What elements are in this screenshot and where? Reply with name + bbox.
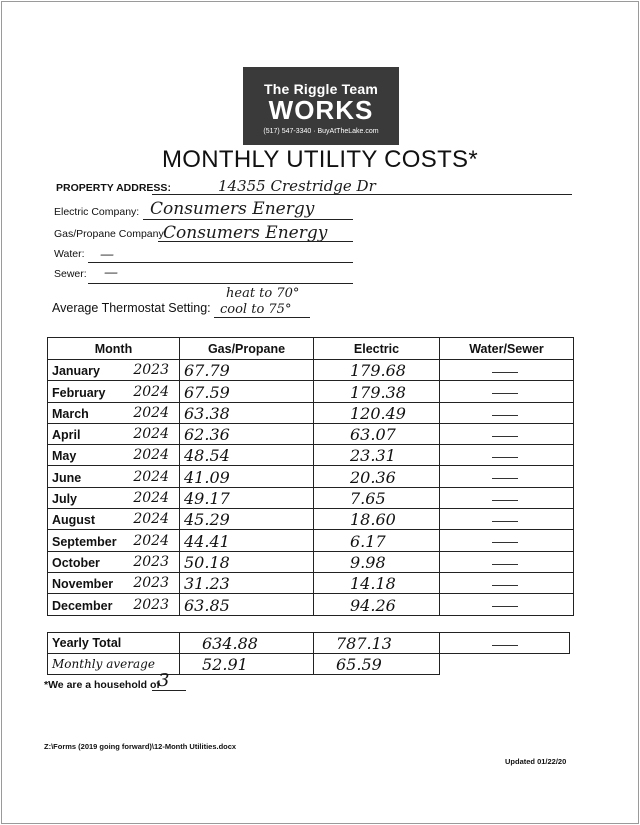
month-year: 2024 bbox=[133, 447, 169, 464]
month-year: 2023 bbox=[133, 553, 169, 570]
electric-cost-cell: 14.18 bbox=[314, 572, 440, 593]
electric-company-value: Consumers Energy bbox=[150, 199, 315, 219]
month-year: 2024 bbox=[133, 426, 169, 443]
electric-cost-cell: 6.17 bbox=[314, 530, 440, 551]
sewer-value: — bbox=[104, 265, 118, 281]
totals-table bbox=[47, 632, 570, 675]
gas-cost-cell: 49.17 bbox=[180, 487, 314, 508]
water-sewer-cell bbox=[440, 530, 574, 551]
month-cell bbox=[48, 487, 180, 508]
electric-company-label: Electric Company: bbox=[54, 206, 140, 218]
household-line bbox=[152, 690, 186, 691]
gas-cost-cell: 41.09 bbox=[180, 466, 314, 487]
gas-cost-cell: 48.54 bbox=[180, 445, 314, 466]
logo-team-name: The Riggle Team bbox=[264, 81, 378, 97]
brand-logo bbox=[243, 67, 399, 145]
table-row bbox=[48, 381, 574, 402]
month-name: April bbox=[52, 428, 81, 443]
month-name: August bbox=[52, 513, 96, 528]
gas-cost-cell: 31.23 bbox=[180, 572, 314, 593]
table-row bbox=[48, 487, 574, 508]
column-header-electric: Electric bbox=[314, 338, 440, 360]
table-row bbox=[48, 530, 574, 551]
property-address-label: PROPERTY ADDRESS: bbox=[56, 182, 171, 194]
electric-cost-cell: 179.38 bbox=[314, 381, 440, 402]
table-row bbox=[48, 572, 574, 593]
dash-mark bbox=[492, 393, 518, 394]
month-cell bbox=[48, 466, 180, 487]
month-year: 2023 bbox=[133, 596, 169, 613]
dash-mark bbox=[492, 521, 518, 522]
dash-mark bbox=[492, 478, 518, 479]
table-row bbox=[48, 402, 574, 423]
month-year: 2023 bbox=[133, 362, 169, 379]
month-year: 2024 bbox=[133, 404, 169, 421]
household-value: 3 bbox=[158, 670, 170, 691]
gas-cost-cell: 50.18 bbox=[180, 551, 314, 572]
yearly-total-row bbox=[48, 633, 570, 654]
month-year: 2023 bbox=[133, 575, 169, 592]
dash-mark bbox=[492, 415, 518, 416]
thermostat-line bbox=[214, 317, 310, 318]
water-sewer-cell bbox=[440, 551, 574, 572]
gas-cost-cell: 63.38 bbox=[180, 402, 314, 423]
yearly-total-label: Yearly Total bbox=[48, 633, 180, 654]
column-header-month: Month bbox=[48, 338, 180, 360]
page-title: MONTHLY UTILITY COSTS* bbox=[162, 146, 478, 173]
water-value: — bbox=[100, 247, 114, 263]
month-name: December bbox=[52, 598, 113, 613]
dash-mark bbox=[492, 606, 518, 607]
monthly-average-water-sewer bbox=[440, 654, 570, 675]
sewer-label: Sewer: bbox=[54, 268, 87, 280]
monthly-average-electric: 65.59 bbox=[314, 654, 440, 675]
electric-company-line bbox=[143, 219, 353, 220]
footer-file-path: Z:\Forms (2019 going forward)\12-Month Utilities.docx bbox=[44, 742, 237, 751]
electric-cost-cell: 63.07 bbox=[314, 423, 440, 444]
column-header-gas: Gas/Propane bbox=[180, 338, 314, 360]
yearly-total-electric: 787.13 bbox=[314, 633, 440, 654]
gas-company-value: Consumers Energy bbox=[163, 223, 328, 243]
dash-mark bbox=[492, 457, 518, 458]
gas-cost-cell: 63.85 bbox=[180, 594, 314, 615]
monthly-utility-table bbox=[47, 337, 574, 616]
month-cell bbox=[48, 509, 180, 530]
gas-cost-cell: 62.36 bbox=[180, 423, 314, 444]
month-year: 2024 bbox=[133, 511, 169, 528]
month-cell bbox=[48, 402, 180, 423]
water-sewer-cell bbox=[440, 594, 574, 615]
water-sewer-cell bbox=[440, 381, 574, 402]
table-row bbox=[48, 423, 574, 444]
footer-updated-date: Updated 01/22/20 bbox=[505, 757, 567, 766]
month-year: 2024 bbox=[133, 532, 169, 549]
table-row bbox=[48, 594, 574, 615]
monthly-average-row bbox=[48, 654, 570, 675]
table-row bbox=[48, 360, 574, 381]
month-name: July bbox=[52, 492, 78, 507]
month-cell bbox=[48, 551, 180, 572]
dash-mark bbox=[492, 564, 518, 565]
sewer-line bbox=[88, 283, 353, 284]
thermostat-cool-value: cool to 75° bbox=[220, 302, 292, 317]
electric-cost-cell: 179.68 bbox=[314, 360, 440, 381]
electric-cost-cell: 120.49 bbox=[314, 402, 440, 423]
month-cell bbox=[48, 381, 180, 402]
electric-cost-cell: 9.98 bbox=[314, 551, 440, 572]
month-name: January bbox=[52, 364, 100, 379]
electric-cost-cell: 23.31 bbox=[314, 445, 440, 466]
table-row bbox=[48, 551, 574, 572]
electric-cost-cell: 20.36 bbox=[314, 466, 440, 487]
yearly-total-water-sewer bbox=[440, 633, 570, 654]
water-sewer-cell bbox=[440, 360, 574, 381]
month-year: 2024 bbox=[133, 490, 169, 507]
month-cell bbox=[48, 423, 180, 444]
month-cell bbox=[48, 530, 180, 551]
month-name: March bbox=[52, 406, 89, 421]
water-sewer-cell bbox=[440, 423, 574, 444]
property-address-value: 14355 Crestridge Dr bbox=[218, 177, 376, 195]
table-header-row bbox=[48, 338, 574, 360]
water-label: Water: bbox=[54, 248, 85, 260]
water-sewer-cell bbox=[440, 572, 574, 593]
gas-cost-cell: 67.59 bbox=[180, 381, 314, 402]
month-cell bbox=[48, 572, 180, 593]
yearly-total-gas: 634.88 bbox=[180, 633, 314, 654]
dash-mark bbox=[492, 585, 518, 586]
monthly-average-gas: 52.91 bbox=[180, 654, 314, 675]
month-name: June bbox=[52, 470, 82, 485]
month-cell bbox=[48, 594, 180, 615]
monthly-average-label: Monthly average bbox=[48, 654, 180, 675]
dash-mark bbox=[492, 542, 518, 543]
electric-cost-cell: 18.60 bbox=[314, 509, 440, 530]
table-row bbox=[48, 509, 574, 530]
household-label: *We are a household of bbox=[44, 679, 160, 691]
water-sewer-cell bbox=[440, 445, 574, 466]
thermostat-heat-value: heat to 70° bbox=[226, 286, 300, 301]
electric-cost-cell: 94.26 bbox=[314, 594, 440, 615]
table-row bbox=[48, 445, 574, 466]
month-cell bbox=[48, 360, 180, 381]
gas-cost-cell: 44.41 bbox=[180, 530, 314, 551]
month-cell bbox=[48, 445, 180, 466]
gas-cost-cell: 67.79 bbox=[180, 360, 314, 381]
column-header-water-sewer: Water/Sewer bbox=[440, 338, 574, 360]
month-name: September bbox=[52, 534, 117, 549]
gas-company-label: Gas/Propane Company: bbox=[54, 228, 167, 240]
month-name: May bbox=[52, 449, 77, 464]
electric-cost-cell: 7.65 bbox=[314, 487, 440, 508]
water-sewer-cell bbox=[440, 487, 574, 508]
dash-mark bbox=[492, 372, 518, 373]
water-line bbox=[88, 262, 353, 263]
dash-mark bbox=[492, 500, 518, 501]
water-sewer-cell bbox=[440, 466, 574, 487]
thermostat-label: Average Thermostat Setting: bbox=[52, 301, 211, 315]
month-year: 2024 bbox=[133, 383, 169, 400]
table-row bbox=[48, 466, 574, 487]
month-name: November bbox=[52, 577, 114, 592]
water-sewer-cell bbox=[440, 509, 574, 530]
gas-cost-cell: 45.29 bbox=[180, 509, 314, 530]
logo-contact: (517) 547-3340 · BuyAtTheLake.com bbox=[263, 128, 379, 135]
month-name: February bbox=[52, 385, 106, 400]
dash-mark bbox=[492, 436, 518, 437]
logo-works-text: WORKS bbox=[268, 95, 374, 125]
month-year: 2024 bbox=[133, 468, 169, 485]
month-name: October bbox=[52, 555, 100, 570]
water-sewer-cell bbox=[440, 402, 574, 423]
